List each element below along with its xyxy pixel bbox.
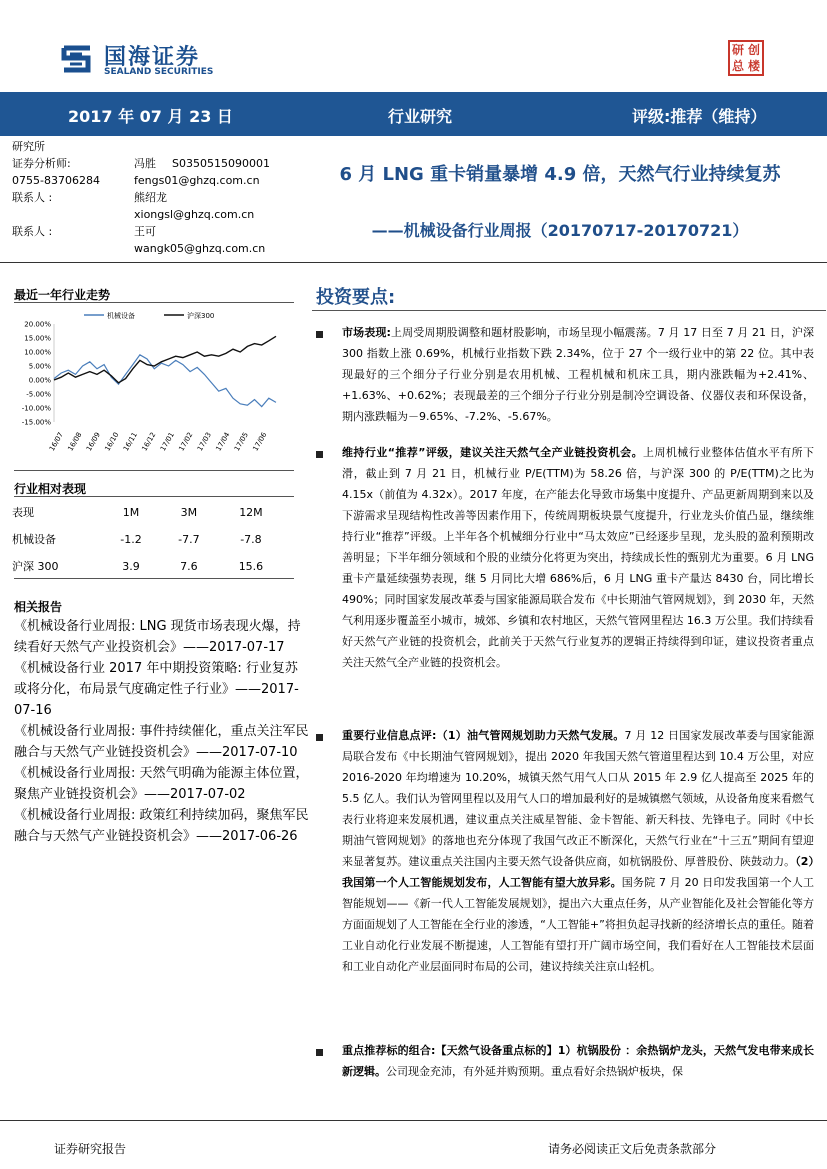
contact1-label: 联系人 : — [12, 191, 53, 204]
contact1-name: 熊绍龙 — [134, 191, 167, 204]
picks-paragraph — [342, 1040, 814, 1084]
series-line-machinery — [54, 355, 276, 407]
para-lead: （2）我国第一个人工智能规划发布，人工智能有望大放异彩。 — [342, 855, 814, 889]
bullet-icon — [316, 1049, 323, 1056]
stamp-char: 楼 — [747, 59, 760, 73]
related-title: 相关报告 — [14, 600, 63, 614]
report-title: 6 月 LNG 重卡销量暴增 4.9 倍，天然气行业持续复苏 — [339, 164, 781, 185]
x-tick-label: 16/09 — [84, 431, 102, 453]
table-cell: -7.8 — [240, 532, 262, 546]
table-header: 12M — [239, 505, 263, 519]
divider — [14, 302, 294, 303]
header-bar — [0, 92, 827, 136]
stamp-char: 总 — [731, 59, 744, 73]
para-lead: 【天然气设备重点标的】1）杭锅股份 ：余热锅炉龙头，天然气发电带来成长新逻辑。 — [342, 1044, 814, 1078]
table-header: 3M — [180, 505, 198, 519]
table-header: 表现 — [12, 506, 34, 519]
x-tick-label: 17/05 — [232, 431, 250, 453]
performance-table — [12, 500, 284, 578]
bullet-icon — [316, 734, 323, 741]
related-report-item[interactable]: 《机械设备行业周报: 政策红利持续加码，聚焦军民融合与天然气产业链投资机会》——2017-06-26 — [14, 808, 309, 844]
table-cell: 7.6 — [180, 559, 198, 573]
para-text: 上周受周期股调整和题材股影响，市场呈现小幅震荡。7 月 17 日至 7 月 21 日，沪深 300 指数上涨 0.69%，机械行业指数下跌 2.34%，位于 27 个一级行业中的第 22 位。其中表现最好的三个细分子行业分别是农用机械、工程机械和机床工具，期内涨跌幅为+2.41%、+1.63%、+0.62%；表现最差的三个细分子行业分别是制冷空调设备、仪器仪表和环保设备，期内涨跌幅为－9.65%、-7.2%、-5.67%。 — [342, 326, 815, 423]
bullet-icon — [316, 331, 323, 338]
company-name-en: SEALAND SECURITIES — [104, 67, 214, 77]
stamp-char: 创 — [747, 43, 760, 57]
chart-section-title: 最近一年行业走势 — [14, 288, 111, 302]
related-report-item[interactable]: 《机械设备行业周报: LNG 现货市场表现火爆，持续看好天然气产业投资机会》——2017-07-17 — [14, 619, 301, 655]
analyst-email[interactable]: fengs01@ghzq.com.cn — [134, 174, 260, 187]
report-category: 行业研究 — [388, 107, 453, 126]
y-tick-label: 20.00% — [24, 320, 51, 329]
y-tick-label: 5.00% — [28, 362, 51, 371]
para-text: 上周机械行业整体估值水平有所下滑，截止到 7 月 21 日，机械行业 P/E(TTM)为 58.26 倍，与沪深 300 的 P/E(TTM)之比为 4.15x（前值为 4.32x）。2017 年度，在产能去化导致市场集中度提升、产品更新周期到来以及下游需求呈现结构性改善等因素作用下，传统周期板块景气度提升，行业龙头价值凸显，继续维持行业“推荐”评级。上半年各个机械细分行业中“马太效应”已经逐步呈现，龙头股的盈利预期改善明显；下半年细分领域和个股的业绩分化将更为突出，持续成长性的甄别尤为重要。6 月 LNG 重卡产量延续强势表现，继 5 月同比大增 686%后，6 月 LNG 重卡产量达 8430 台，同比增长 490%；同时国家发展改革委与国家能源局联合发布《中长期油气管网规划》，到 2030 年，天然气利用逐步覆盖至小城市，城郊、乡镇和农村地区，天然气管网里程达 16.3 万公里。我们持续看好天然气产业链的投资机会，此前关于天然气行业复苏的逻辑正持续得到印证，建议投资者重点关注天然气全产业链的投资机会。 — [342, 446, 815, 669]
report-rating: 评级:推荐（维持） — [632, 107, 767, 126]
related-report-item[interactable]: 《机械设备行业周报: 天然气明确为能源主体位置，聚焦产业链投资机会》——2017-07-02 — [14, 766, 309, 802]
footer-divider — [0, 1120, 827, 1121]
divider — [14, 470, 294, 471]
table-cell: -7.7 — [178, 532, 200, 546]
table-cell: -1.2 — [120, 532, 142, 546]
contact2-label: 联系人 : — [12, 225, 53, 238]
para-text: 公司现金充沛，有外延并购预期。重点看好余热锅炉板块，保 — [386, 1065, 683, 1078]
table-cell: 机械设备 — [12, 533, 56, 546]
para-lead: 市场表现: — [342, 326, 391, 339]
contact1-email[interactable]: xiongsl@ghzq.com.cn — [134, 208, 255, 221]
performance-title: 行业相对表现 — [14, 482, 87, 496]
x-tick-label: 16/08 — [66, 431, 84, 453]
analyst-name: 冯胜 — [134, 157, 156, 170]
x-tick-label: 17/03 — [195, 431, 213, 453]
series-line-hs300 — [54, 336, 276, 383]
legend-label-hs300: 沪深300 — [187, 312, 215, 320]
x-tick-label: 17/06 — [251, 431, 269, 453]
company-name-cn: 国海证券 — [104, 45, 201, 70]
related-report-item[interactable]: 《机械设备行业 2017 年中期投资策略: 行业复苏或将分化，布局景气度确定性子行业》——2017-07-16 — [14, 661, 299, 718]
x-tick-label: 17/04 — [214, 431, 232, 453]
analyst-cert: S0350515090001 — [172, 157, 270, 170]
table-cell: 3.9 — [122, 559, 140, 573]
divider — [312, 310, 826, 311]
divider — [14, 496, 294, 497]
report-subtitle: ——机械设备行业周报（20170717-20170721） — [371, 221, 749, 240]
dept-label: 研究所 — [12, 140, 45, 153]
para-lead: 重点推荐标的组合: — [342, 1044, 436, 1057]
chart-legend — [84, 311, 214, 320]
y-tick-label: -5.00% — [26, 390, 51, 399]
legend-label-machinery: 机械设备 — [107, 312, 135, 320]
y-tick-label: -10.00% — [21, 404, 51, 413]
bullet-icon — [316, 451, 323, 458]
para-lead: 重要行业信息点评: — [342, 729, 437, 742]
para-lead: （1）油气管网规划助力天然气发展。 — [436, 729, 625, 742]
related-report-item[interactable]: 《机械设备行业周报: 事件持续催化，重点关注军民融合与天然气产业链投资机会》——2017-07-10 — [14, 724, 309, 760]
stamp-char: 研 — [731, 43, 744, 57]
table-cell: 沪深 300 — [12, 560, 59, 573]
table-row — [12, 524, 284, 554]
contact2-name: 王可 — [134, 225, 156, 238]
x-tick-label: 17/02 — [177, 431, 195, 453]
y-tick-label: 10.00% — [24, 348, 51, 357]
y-tick-label: -15.00% — [21, 418, 51, 427]
para-text: 国务院 7 月 20 日印发我国第一个人工智能规划——《新一代人工智能发展规划》，提出六大重点任务，从产业智能化及社会智能化等方方面面规划了人工智能在全行业的渗透，“人工智能+”将担负起寻找新的经济增长点的重任。随着工业自动化行业发展不断提速，人工智能有望打开广阔市场空间，我们看好在人工智能技术层面和工业自动化产业层面同时布局的公司，建议持续关注京山轻机。 — [342, 876, 815, 973]
para-lead: 维持行业“推荐”评级，建议关注天然气全产业链投资机会。 — [342, 446, 644, 459]
related-report-list — [14, 616, 310, 847]
y-tick-label: 0.00% — [28, 376, 51, 385]
footer-left: 证券研究报告 — [54, 1142, 127, 1156]
x-tick-label: 16/10 — [103, 431, 121, 453]
invest-title: 投资要点: — [316, 287, 396, 308]
table-header: 1M — [122, 505, 140, 519]
rating-paragraph — [342, 442, 814, 673]
analyst-label: 证券分析师: — [12, 157, 71, 170]
news-paragraph — [342, 725, 814, 977]
industry-trend-chart — [14, 310, 284, 460]
analyst-phone: 0755-83706284 — [12, 174, 100, 187]
y-tick-label: 15.00% — [24, 334, 51, 343]
x-tick-label: 16/07 — [47, 431, 65, 453]
divider — [0, 262, 827, 263]
para-text: 7 月 12 日国家发展改革委与国家能源局联合发布《中长期油气管网规划》，提出 2020 年我国天然气管道里程达到 10.4 万公里，对应 2016-2020 年均增速为 10.20%，城镇天然气用气人口从 2015 年 2.9 亿人提高至 2025 年的 5.5 亿人。我们认为管网里程以及用气人口的增加最利好的是城镇燃气领域，从设备角度来看燃气表行业将迎来发展机遇，建议重点关注威星智能、金卡智能、新天科技、先锋电子。同时《中长期油气管网规划》的落地也充分体现了我国气改正不断深化，天然气行业在“十三五”期间有望迎来显著复苏。建议重点关注国内主要天然气设备供应商，如杭锅股份、厚普股份、陕鼓动力。 — [342, 729, 814, 868]
divider — [14, 578, 294, 579]
x-tick-label: 16/11 — [121, 431, 139, 453]
research-stamp — [728, 40, 764, 76]
contact2-email[interactable]: wangk05@ghzq.com.cn — [134, 242, 266, 255]
x-tick-label: 17/01 — [158, 431, 176, 453]
sealand-logo-icon — [60, 42, 96, 76]
report-date: 2017 年 07 月 23 日 — [68, 107, 233, 126]
x-tick-label: 16/12 — [140, 431, 158, 453]
table-cell: 15.6 — [238, 559, 264, 573]
market-paragraph — [342, 322, 814, 427]
table-row — [12, 554, 284, 578]
table-header-row — [12, 500, 284, 524]
footer-right: 请务必阅读正文后免责条款部分 — [548, 1142, 717, 1156]
